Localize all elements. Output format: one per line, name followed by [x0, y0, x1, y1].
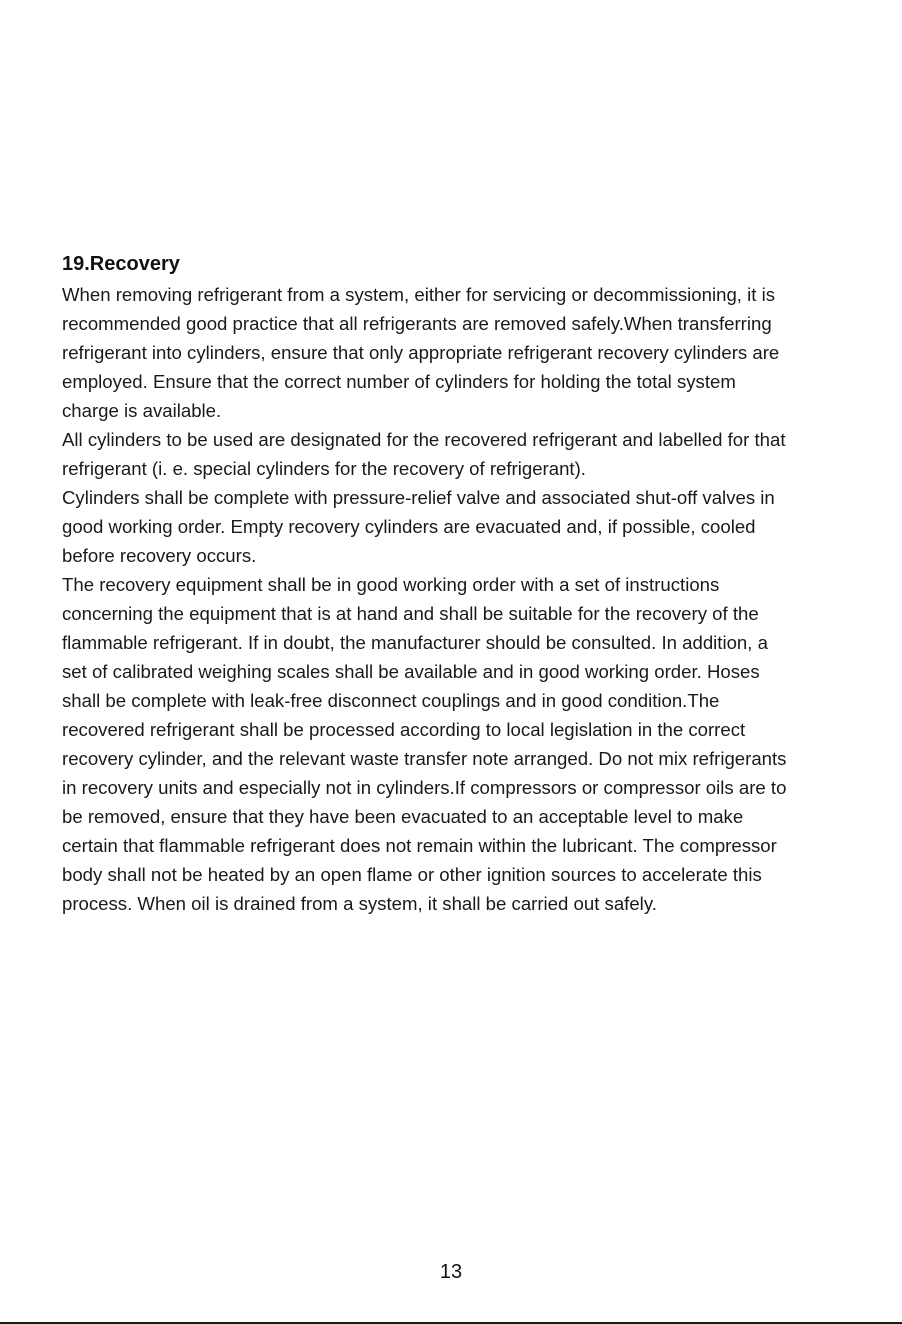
body-line: Cylinders shall be complete with pressure-relief valve and associated shut-off valves in: [62, 487, 775, 508]
body-line: shall be complete with leak-free disconnect couplings and in good condition.The: [62, 690, 720, 711]
body-line: set of calibrated weighing scales shall be available and in good working order. Hoses: [62, 661, 760, 682]
body-line: All cylinders to be used are designated for the recovered refrigerant and labelled for that: [62, 429, 786, 450]
body-line: recommended good practice that all refrigerants are removed safely.When transferring: [62, 313, 772, 334]
body-line: When removing refrigerant from a system, either for servicing or decommissioning, it is: [62, 284, 776, 305]
document-section: [62, 250, 852, 918]
section-heading: 19.Recovery: [62, 253, 180, 275]
body-line: recovery cylinder, and the relevant waste transfer note arranged. Do not mix refrigerants: [62, 748, 787, 769]
body-line: good working order. Empty recovery cylinders are evacuated and, if possible, cooled: [62, 516, 756, 537]
body-line: refrigerant into cylinders, ensure that only appropriate refrigerant recovery cylinders are: [62, 342, 780, 363]
body-line: certain that flammable refrigerant does not remain within the lubricant. The compressor: [62, 835, 777, 856]
body-line: concerning the equipment that is at hand and shall be suitable for the recovery of the: [62, 603, 759, 624]
section-body: [62, 280, 852, 918]
body-line: body shall not be heated by an open flame or other ignition sources to accelerate this: [62, 864, 762, 885]
body-line: employed. Ensure that the correct number of cylinders for holding the total system: [62, 371, 736, 392]
body-line: refrigerant (i. e. special cylinders for the recovery of refrigerant).: [62, 458, 586, 479]
page-number: 13: [439, 1261, 463, 1283]
body-line: recovered refrigerant shall be processed according to local legislation in the correct: [62, 719, 746, 740]
body-line: before recovery occurs.: [62, 545, 257, 566]
body-line: charge is available.: [62, 400, 222, 421]
body-line: The recovery equipment shall be in good working order with a set of instructions: [62, 574, 720, 595]
body-line: in recovery units and especially not in cylinders.If compressors or compressor oils are to: [62, 777, 787, 798]
body-line: process. When oil is drained from a system, it shall be carried out safely.: [62, 893, 657, 914]
body-line: be removed, ensure that they have been evacuated to an acceptable level to make: [62, 806, 744, 827]
body-line: flammable refrigerant. If in doubt, the manufacturer should be consulted. In addition, a: [62, 632, 768, 653]
